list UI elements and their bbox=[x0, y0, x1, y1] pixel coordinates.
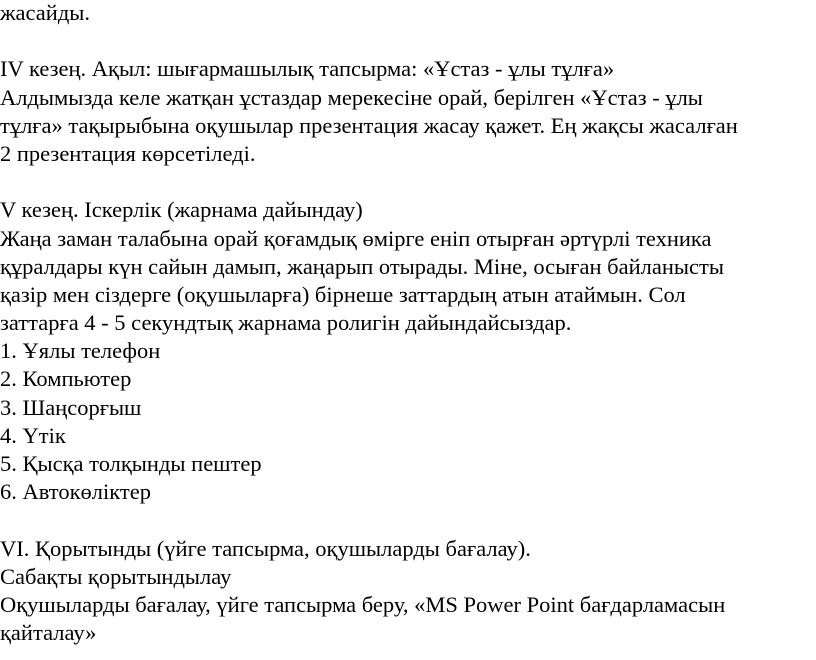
list-item: 2. Компьютер bbox=[0, 366, 132, 392]
stage-6-heading: VI. Қорытынды (үйге тапсырма, оқушыларды бағалау). bbox=[0, 535, 531, 561]
stage-4-heading: IV кезең. Ақыл: шығармашылық тапсырма: «Ұстаз - ұлы тұлға» bbox=[0, 56, 615, 82]
stage-5-heading: V кезең. Іскерлік (жарнама дайындау) bbox=[0, 197, 363, 223]
stage-4-text-line: 2 презентация көрсетіледі. bbox=[0, 140, 256, 166]
list-item: 5. Қысқа толқынды пештер bbox=[0, 451, 262, 476]
paragraph-gap bbox=[0, 506, 816, 534]
list-item: 6. Автокөліктер bbox=[0, 479, 151, 505]
stage-6-text-line: қайталау» bbox=[0, 620, 97, 646]
stage-5-text-line: Жаңа заман талабына орай қоғамдық өмірге еніп отырған әртүрлі техника bbox=[0, 225, 712, 251]
list-item: 3. Шаңсорғыш bbox=[0, 394, 142, 420]
stage-5-text-line: құралдары күн сайын дамып, жаңарып отырады. Міне, осыған байланысты bbox=[0, 253, 724, 279]
paragraph-gap bbox=[0, 168, 816, 196]
list-item: 4. Үтік bbox=[0, 422, 66, 448]
stage-5-text-line: қазір мен сіздерге (оқушыларға) бірнеше заттардың атын атаймын. Сол bbox=[0, 281, 686, 307]
stage-6-text-line: Сабақты қорытындылау bbox=[0, 563, 232, 589]
stage-4-text-line: тұлға» тақырыбына оқушылар презентация жасау қажет. Ең жақсы жасалған bbox=[0, 112, 738, 138]
paragraph-gap bbox=[0, 27, 816, 55]
stage-5-text-line: заттарға 4 - 5 секундтық жарнама ролигін дайындайсыздар. bbox=[0, 310, 572, 336]
list-item: 1. Ұялы телефон bbox=[0, 338, 161, 364]
stage-6-text-line: Оқушыларды бағалау, үйге тапсырма беру, «MS Power Point бағдарламасын bbox=[0, 591, 726, 617]
intro-tail-text: жасайды. bbox=[0, 0, 91, 25]
stage-4-text-line: Алдымызда келе жатқан ұстаздар мерекесіне орай, берілген «Ұстаз - ұлы bbox=[0, 84, 703, 110]
